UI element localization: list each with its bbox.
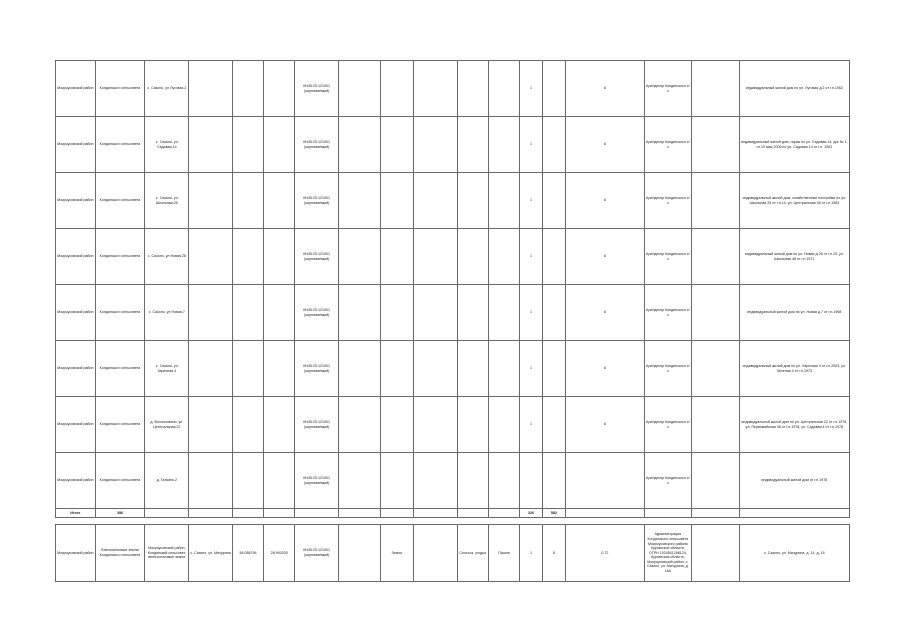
cell-note: индивидуальный жилой дом по ул. Центральная 22 от г.н.1976, ул. Первомайская 48 от г.н.1978, ул. Садовая 4 от г.н.1978 xyxy=(739,397,849,453)
cell-address: с. Сазоно, ул. Мичурина xyxy=(189,525,233,582)
table-row xyxy=(56,285,850,341)
table-row xyxy=(56,61,850,117)
cell-cadastral: КН45:20:121001 (оцениваемый) xyxy=(295,229,339,285)
cell-district: Мокроусовский район xyxy=(56,341,96,397)
cell-cadastral: КН45:20:121001 (оцениваемый) xyxy=(295,61,339,117)
cell-kind: Пашня xyxy=(488,525,519,582)
cell-q2: 8 xyxy=(565,173,644,229)
cell-district: Мокроусовский район xyxy=(56,229,96,285)
cell-q3: 0,72 xyxy=(565,525,644,582)
cell-note: индивидуальный жилой дом по ул. Новая д.7 от г.н.1968 xyxy=(739,285,849,341)
cell-note: индивидуальный жилой дом по ул. Луговая д.2 от г.н.1962 xyxy=(739,61,849,117)
cell-q2: 8 xyxy=(565,117,644,173)
cell-holder: Администрация Кондинского сельсовета Мокроусовского района Курганской области, ОГРН 1024501298124, Курганская область, Мокроусовский район, с. Сазоно, ул. Мичурина, д. 16А xyxy=(644,525,691,582)
cell-cadastral: КН45:20:121001 (оцениваемый) xyxy=(295,525,339,582)
table-row xyxy=(56,173,850,229)
cell-cadastral: КН45:20:121001 (оцениваемый) xyxy=(295,397,339,453)
table-row xyxy=(56,117,850,173)
cell-address: с. Сазоно, ул Школьная,25 xyxy=(145,173,189,229)
total-label: Итого xyxy=(56,509,96,518)
cell-owner: Кондинского сельсовета xyxy=(95,341,145,397)
cell-owner: Кондинского сельсовета xyxy=(95,285,145,341)
cell-cadastral: КН45:20:121001 (оцениваемый) xyxy=(295,173,339,229)
cell-note: с. Сазоно, ул. Мичурина, д. 14, д. 16 xyxy=(739,525,849,582)
cell-note: индивидуальный жилой дом от г.н.1978 xyxy=(739,453,849,509)
cell-q2: 8 xyxy=(565,397,644,453)
cell-holder: Арендатор Кондинского с/с xyxy=(644,173,691,229)
cell-usage: Сельхоз. угодья xyxy=(457,525,488,582)
cell-holder: Арендатор Кондинского с/с xyxy=(644,61,691,117)
table-row xyxy=(56,229,850,285)
cell-type: Земля xyxy=(380,525,413,582)
cell-q2: 8 xyxy=(565,61,644,117)
cell-note: индивидуальный жилой дом по ул. Новая д.26 от г.н.15, ул. Школьная 48 от г.н.1971 xyxy=(739,229,849,285)
cell-q2: 8 xyxy=(565,229,644,285)
cell-q1: 1 xyxy=(520,173,543,229)
cell-owner: Кондинского сельсовета xyxy=(95,453,145,509)
cell-note: индивидуальный жилой дом по ул. Заречная 4 от г.н.2003, ул. Зеленая 4 от г.н.1973 xyxy=(739,341,849,397)
cell-owner: Кондинского сельсовета xyxy=(95,173,145,229)
cell-note: индивидуальный жилой дом, хозяйственные постройки по ул. Школьная 25 от г.н.14, ул. Центральная 48 от г.н.1963 xyxy=(739,173,849,229)
cell-q1: 1 xyxy=(520,229,543,285)
cell-cadastral: КН45:20:121001 (оцениваемый) xyxy=(295,341,339,397)
cell-address: с. Сазоно, ул Заречная,4 xyxy=(145,341,189,397)
cell-address: с. Сазоно, ул Новая,26 xyxy=(145,229,189,285)
total-q2: 582 xyxy=(542,509,565,518)
cell-q2 xyxy=(565,453,644,509)
table-row xyxy=(56,397,850,453)
registry-table xyxy=(55,60,850,582)
land-plot-row xyxy=(56,525,850,582)
cell-holder: Арендатор Кондинского с/с xyxy=(644,285,691,341)
cell-cadastral: КН45:20:121001 (оцениваемый) xyxy=(295,453,339,509)
cell-address: д. Волчоновичи, ул. Центральная,22 xyxy=(145,397,189,453)
cell-owner: Внепоселковые земли Кондинского сельсовета xyxy=(95,525,145,582)
cell-q1: 1 xyxy=(520,525,543,582)
cell-q1: 1 xyxy=(520,285,543,341)
cell-q1: 1 xyxy=(520,341,543,397)
cell-owner: Кондинского сельсовета xyxy=(95,397,145,453)
cell-q1: 1 xyxy=(520,117,543,173)
total-count: 396 xyxy=(95,509,145,518)
cell-holder: Арендатор Кондинского с/с xyxy=(644,229,691,285)
cell-district: Мокроусовский район xyxy=(56,525,96,582)
cell-q2: 8 xyxy=(542,525,565,582)
cell-address: с. Сазоно, ул Садовая,14 xyxy=(145,117,189,173)
cell-q2: 8 xyxy=(565,285,644,341)
cell-address: с. Сазоно, ул Луговая,2 xyxy=(145,61,189,117)
cell-district: Мокроусовский район xyxy=(56,397,96,453)
cell-holder: Арендатор Кондинского с/с xyxy=(644,117,691,173)
cell-district: Мокроусовский район xyxy=(56,285,96,341)
cell-holder: Арендатор Кондинского с/с xyxy=(644,397,691,453)
cell-holder: Арендатор Кондинского с/с xyxy=(644,453,691,509)
cell-district: Мокроусовский район xyxy=(56,453,96,509)
cell-owner: Кондинского сельсовета xyxy=(95,61,145,117)
cell-q2: 8 xyxy=(565,341,644,397)
cell-address: д. Галкино,2 xyxy=(145,453,189,509)
cell-q1: 1 xyxy=(520,61,543,117)
cell-owner: Кондинского сельсовета xyxy=(95,117,145,173)
cell-district: Мокроусовский район xyxy=(56,61,96,117)
cell-district: Мокроусовский район xyxy=(56,173,96,229)
cell-owner: Кондинского сельсовета xyxy=(95,229,145,285)
total-q1: 326 xyxy=(520,509,543,518)
cell-note: индивидуальный жилой дом, гараж по ул. Садовая 14, дог № 1, от 10 мая 2005 по ул. Садовая 14 от г.н. 1963 xyxy=(739,117,849,173)
cell-district: Мокроусовский район xyxy=(56,117,96,173)
table-row xyxy=(56,453,850,509)
total-row xyxy=(56,509,850,518)
cell-lon: 28.992030 xyxy=(264,525,295,582)
cell-cadastral: КН45:20:121001 (оцениваемый) xyxy=(295,117,339,173)
cell-q1: 1 xyxy=(520,397,543,453)
cell-holder: Арендатор Кондинского с/с xyxy=(644,341,691,397)
cell-q1 xyxy=(520,453,543,509)
cell-address: с. Сазоно, ул Новая,7 xyxy=(145,285,189,341)
cell-lat: 56.058796 xyxy=(232,525,263,582)
cell-cadastral: КН45:20:121001 (оцениваемый) xyxy=(295,285,339,341)
table-body xyxy=(56,61,850,509)
cell-category: Мокроусовский район, Кондинский сельсовет, внепоселковые земли xyxy=(145,525,189,582)
table-row xyxy=(56,341,850,397)
